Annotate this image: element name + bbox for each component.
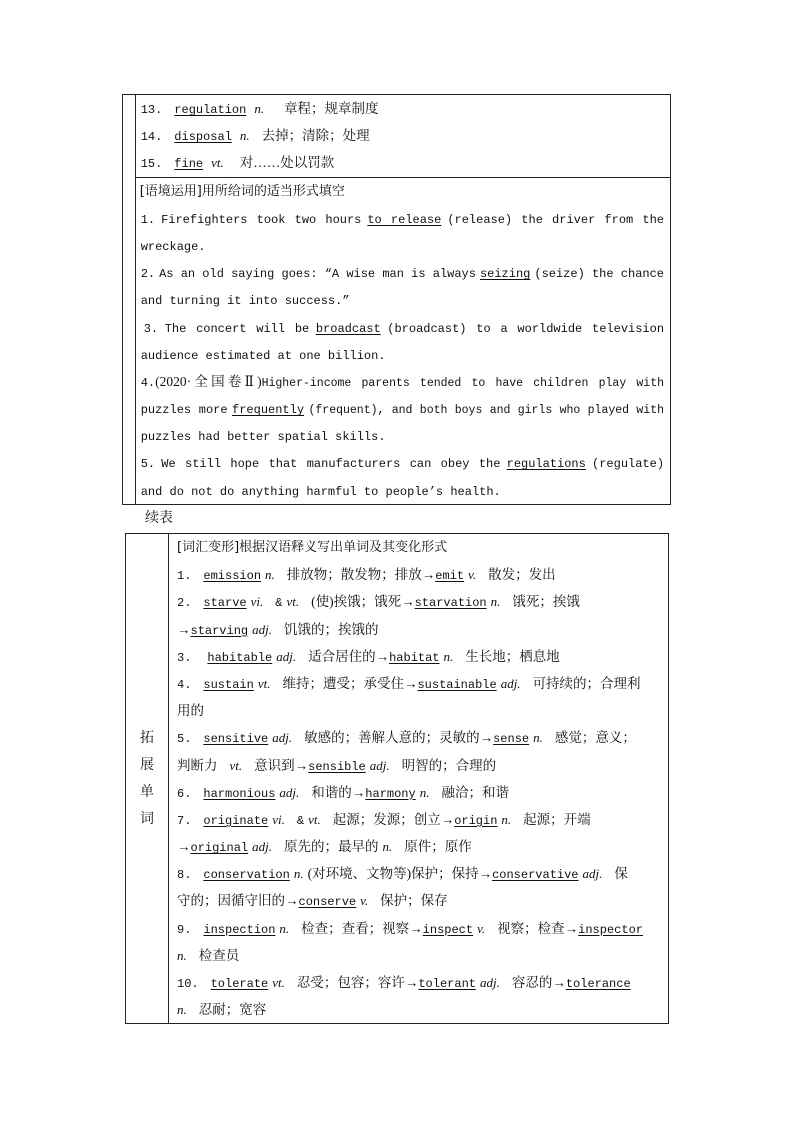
table1-side-cell [123,95,136,505]
word-item-8: 8. conservation n. (对环境、文物等)保护；保持→conservative adj. 保 [177,866,628,883]
word-item-4: 4. sustain vt. 维持；遭受；承受住→sustainable adj. 可持续的；合理利 [177,675,641,692]
sentence-2: 2. As an old saying goes: “A wise man is always seizing (seize) the chance [140,267,664,282]
vocab-table-1 [122,94,671,505]
word-item-7: 7. originate vi. & vt. 起源；发源；创立→origin n. 起源；开端 [177,811,591,828]
side-label-cell [126,534,169,1024]
word-item-2: 2. starve vi. & vt. (使)挨饿；饿死→starvation n. 饿死；挨饿 [177,594,580,611]
sentence-3-cont: audience estimated at one billion. [140,348,386,363]
answer-blank: regulations [506,457,586,472]
word-item-1: 1. emission n. 排放物；散发物；排放→emit v. 散发；发出 [177,567,556,584]
word-item-2-cont: →starving adj. 饥饿的；挨饿的 [177,621,379,638]
word-item-6: 6. harmonious adj. 和谐的→harmony n. 融洽；和谐 [177,784,509,801]
exercise-cell [135,177,670,504]
vocab-word: disposal [174,130,232,145]
word-item-5: 5. sensitive adj. 敏感的；善解人意的；灵敏的→sense n. 感觉；意义； [177,730,636,747]
sentence-4-cont: puzzles more frequently (frequent), and both boys and girls who played with [140,403,665,418]
sentence-4: 4.(2020·全国卷Ⅱ)Higher-income parents tended to have children play with [140,373,664,390]
sentence-5-cont: and do not do anything harmful to people’s health. [140,484,501,499]
word-item-10-cont: n. 忍耐；宽容 [177,1002,267,1018]
section-header: [词汇变形]根据汉语释义写出单词及其变化形式 [177,540,448,555]
continued-label: 续表 [145,510,173,526]
word-item-8-cont: 守的；因循守旧的→conserve v. 保护；保存 [177,893,448,910]
vocab-item-13: 13. regulation n. 章程；规章制度 [140,101,379,117]
vocab-item-14: 14. disposal n. 去掉；清除；处理 [140,128,370,145]
answer-blank: frequently [232,403,305,418]
word-item-3: 3. habitable adj. 适合居住的→habitat n. 生长地；栖息地 [177,648,560,665]
side-label: 拓 展 单 词 [140,729,154,827]
source-tag: (2020·全国卷Ⅱ) [155,373,262,389]
section-header: [语境运用]用所给词的适当形式填空 [139,183,345,199]
vocab-word: fine [174,157,204,172]
sentence-2-cont: and turning it into success.” [140,294,350,309]
word-item-5-cont: 判断力 vt. 意识到→sensible adj. 明智的；合理的 [177,757,497,774]
vocab-table-2 [125,533,669,1024]
sentence-5: 5. We still hope that manufacturers can obey the regulations (regulate) [140,457,665,472]
answer-blank: to release [367,212,442,227]
sentence-3: 3. The concert will be broadcast (broadcast) to a worldwide television [143,321,665,336]
sentence-1-cont: wreckage. [140,239,206,254]
word-item-9: 9. inspection n. 检查；查看；视察→inspect v. 视察；检查→inspector [177,920,643,937]
answer-blank: seizing [479,267,531,282]
sentence-4-cont2: puzzles had better spatial skills. [140,430,386,445]
vocab-item-15: 15. fine vt. 对……处以罚款 [140,155,335,172]
sentence-1: 1. Firefighters took two hours to release (release) the driver from the [140,212,665,227]
word-item-9-cont: n. 检查员 [177,947,240,963]
answer-blank: broadcast [315,321,381,336]
word-forms-cell [169,534,669,1024]
word-item-10: 10. tolerate vt. 忍受；包容；容许→tolerant adj. 容忍的→tolerance [177,975,631,991]
vocab-list-cell [135,95,670,178]
word-item-4-cont: 用的 [177,703,204,719]
vocab-word: regulation [174,103,247,117]
word-item-7-cont: →original adj. 原先的；最早的 n. 原件；原作 [177,839,472,856]
